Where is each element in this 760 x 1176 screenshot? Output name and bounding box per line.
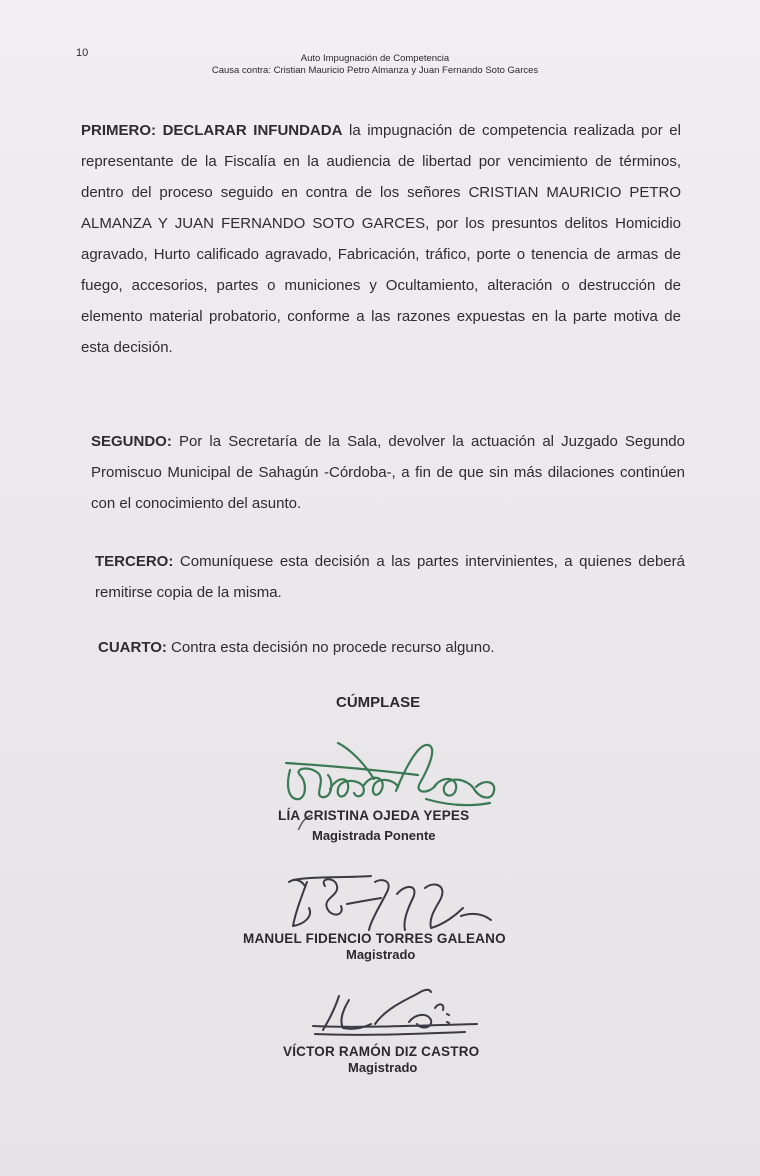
cuarto-label: CUARTO: [98, 639, 167, 656]
paragraph-tercero [95, 546, 685, 608]
paragraph-segundo [91, 426, 685, 519]
primero-label: PRIMERO: [81, 122, 156, 139]
segundo-label: SEGUNDO: [91, 433, 172, 450]
cuarto-text: Contra esta decisión no procede recurso alguno. [166, 639, 495, 656]
header-case: Causa contra: Cristian Mauricio Petro Almanza y Juan Fernando Soto Garces [211, 65, 539, 76]
segundo-text: Por la Secretaría de la Sala, devolver la actuación al Juzgado Segundo Promiscuo Municipal de Sahagún -Córdoba-, a fin de que sin más dilaciones continúen con el conocimiento del asunto. [91, 433, 685, 512]
signatory-role-2: Magistrado [346, 947, 416, 962]
signatory-name-1: LÍA CRISTINA OJEDA YEPES [278, 808, 470, 823]
signature-torres [285, 868, 500, 938]
primero-text: la impugnación de competencia realizada por el representante de la Fiscalía en la audiencia de libertad por vencimiento de términos, dentro del proceso seguido en contra de los señores CRISTIAN MAURICIO PETRO ALMANZA Y JUAN FERNANDO SOTO GARCES, por los presuntos delitos Homicidio agravado, Hurto calificado agravado, Fabricación, tráfico, porte o tenencia de armas de fuego, accesorios, partes o municiones y Ocultamiento, alteración o destrucción de elemento material probatorio, conforme a las razones expuestas en la parte motiva de esta decisión. [81, 122, 681, 356]
closing-cumplase: CÚMPLASE [336, 694, 421, 711]
primero-emphasis: DECLARAR INFUNDADA [162, 122, 343, 139]
signatory-role-3: Magistrado [348, 1060, 418, 1075]
paragraph-primero [81, 115, 681, 363]
tercero-text: Comuníquese esta decisión a las partes intervinientes, a quienes deberá remitirse copia de la misma. [95, 553, 685, 601]
paragraph-cuarto [98, 632, 688, 663]
signature-diz [305, 984, 485, 1044]
signatory-role-1: Magistrada Ponente [312, 828, 436, 843]
signatory-name-2: MANUEL FIDENCIO TORRES GALEANO [243, 931, 506, 946]
page-number: 10 [76, 47, 89, 59]
header-title: Auto Impugnación de Competencia [300, 53, 450, 64]
signatory-name-3: VÍCTOR RAMÓN DIZ CASTRO [283, 1044, 480, 1059]
tercero-label: TERCERO: [95, 553, 174, 570]
